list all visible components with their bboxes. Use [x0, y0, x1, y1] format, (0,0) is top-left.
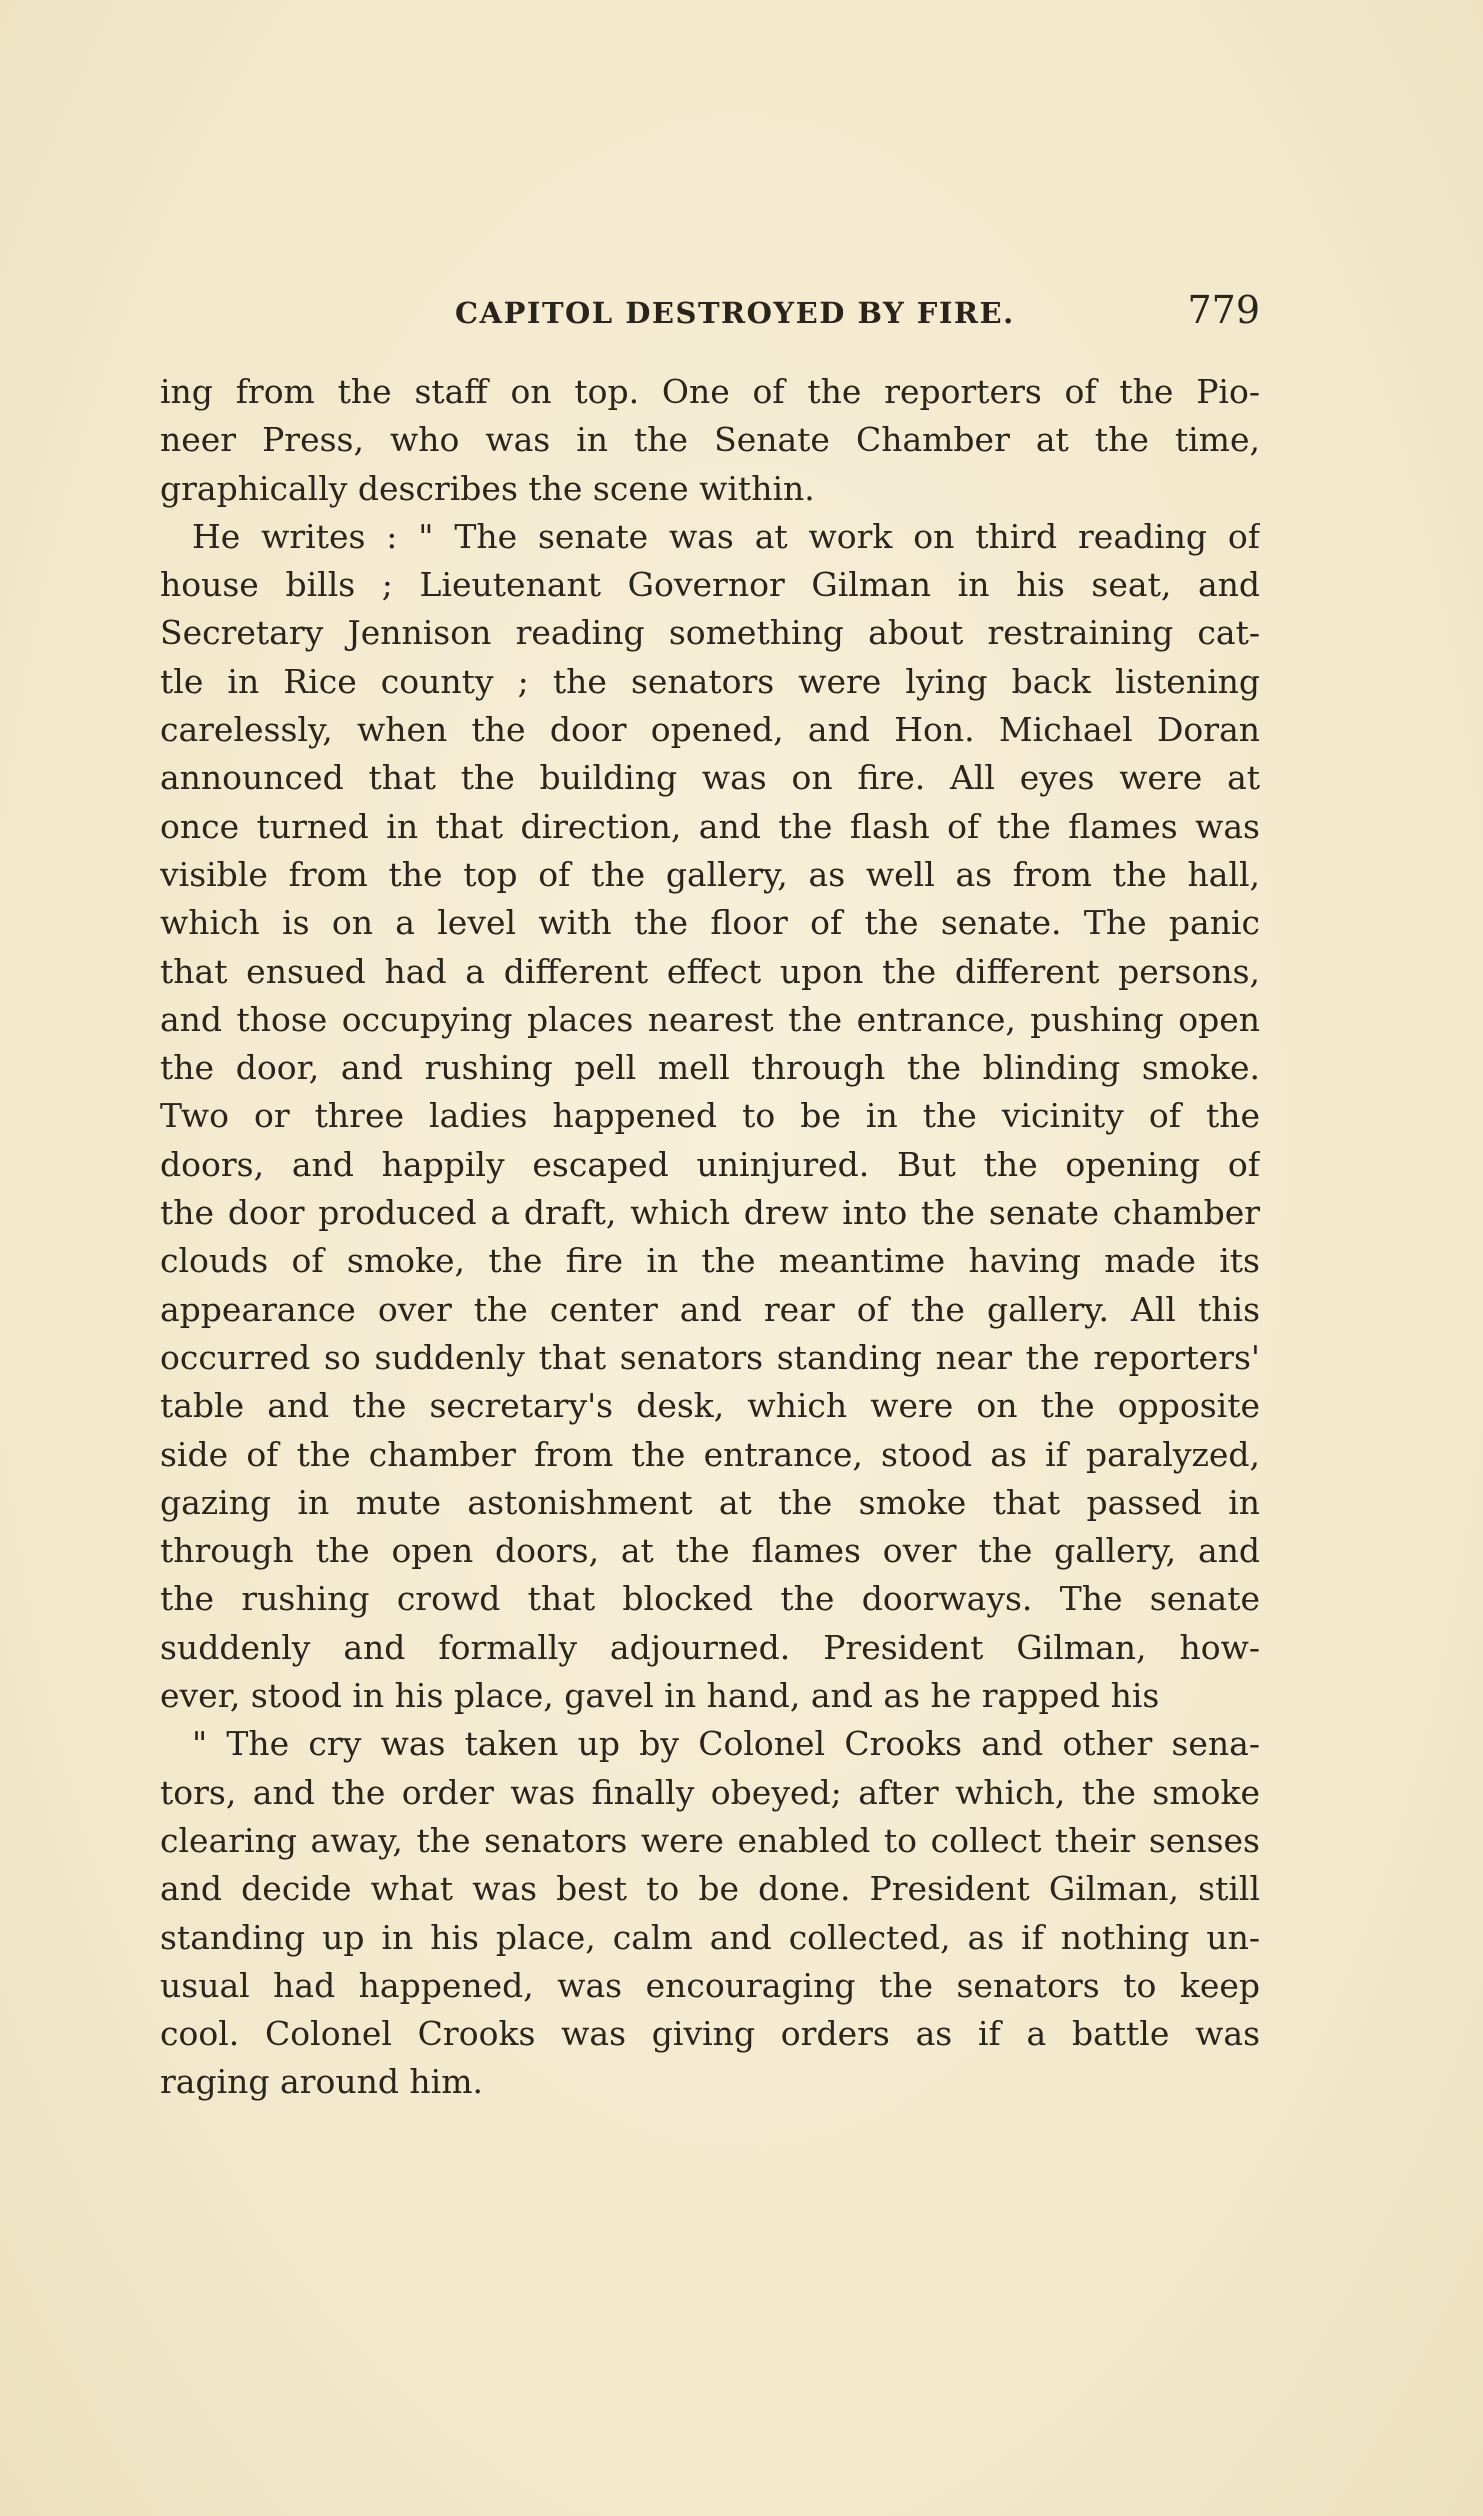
text-line: clouds of smoke, the fire in the meantime having made its	[160, 1241, 1260, 1281]
text-line: graphically describes the scene within.	[160, 468, 815, 508]
text-line: tle in Rice county ; the senators were lying back listening	[160, 661, 1260, 701]
text-line: once turned in that direction, and the flash of the flames was	[160, 806, 1260, 846]
text-line: carelessly, when the door opened, and Hon. Michael Doran	[160, 710, 1260, 750]
text-line: He writes : " The senate was at work on third reading of	[192, 516, 1260, 556]
text-line: and those occupying places nearest the entrance, pushing open	[160, 999, 1260, 1039]
page-number: 779	[1187, 288, 1260, 332]
paragraph	[160, 368, 1260, 513]
text-line: neer Press, who was in the Senate Chamber at the time,	[160, 420, 1260, 460]
text-line: which is on a level with the floor of the senate. The panic	[160, 903, 1260, 943]
text-line: the rushing crowd that blocked the doorways. The senate	[160, 1579, 1260, 1619]
text-line: suddenly and formally adjourned. President Gilman, how-	[160, 1627, 1260, 1667]
text-line: cool. Colonel Crooks was giving orders as if a battle was	[160, 2014, 1260, 2054]
text-line: table and the secretary's desk, which were on the opposite	[160, 1386, 1260, 1426]
text-line: doors, and happily escaped uninjured. But the opening of	[160, 1144, 1260, 1184]
text-line: the door produced a draft, which drew into the senate chamber	[160, 1193, 1260, 1233]
text-line: Two or three ladies happened to be in the vicinity of the	[160, 1096, 1260, 1136]
text-line: through the open doors, at the flames over the gallery, and	[160, 1531, 1260, 1571]
text-line: Secretary Jennison reading something about restraining cat-	[160, 613, 1260, 653]
text-line: tors, and the order was finally obeyed; after which, the smoke	[160, 1772, 1260, 1812]
text-line: standing up in his place, calm and collected, as if nothing un-	[160, 1917, 1260, 1957]
body-text	[160, 368, 1260, 2107]
text-line: visible from the top of the gallery, as well as from the hall,	[160, 854, 1260, 894]
text-line: " The cry was taken up by Colonel Crooks and other sena-	[192, 1724, 1260, 1764]
text-line: house bills ; Lieutenant Governor Gilman in his seat, and	[160, 565, 1260, 605]
text-line: and decide what was best to be done. President Gilman, still	[160, 1869, 1260, 1909]
text-line: that ensued had a different effect upon the different persons,	[160, 951, 1260, 991]
running-head	[160, 288, 1260, 338]
paragraph	[160, 513, 1260, 1720]
text-line: appearance over the center and rear of the gallery. All this	[160, 1289, 1260, 1329]
text-line: usual had happened, was encouraging the senators to keep	[160, 1965, 1260, 2005]
running-title: CAPITOL DESTROYED BY FIRE.	[455, 296, 1015, 330]
text-line: gazing in mute astonishment at the smoke that passed in	[160, 1482, 1260, 1522]
text-line: ever, stood in his place, gavel in hand, and as he rapped his	[160, 1676, 1160, 1716]
text-line: occurred so suddenly that senators standing near the reporters'	[160, 1337, 1260, 1377]
text-line: announced that the building was on fire. All eyes were at	[160, 758, 1260, 798]
text-line: side of the chamber from the entrance, stood as if paralyzed,	[160, 1434, 1260, 1474]
text-line: clearing away, the senators were enabled to collect their senses	[160, 1820, 1260, 1860]
paragraph	[160, 1720, 1260, 2106]
text-line: ing from the staff on top. One of the reporters of the Pio-	[160, 372, 1260, 411]
text-line: raging around him.	[160, 2062, 484, 2102]
text-line: the door, and rushing pell mell through the blinding smoke.	[160, 1048, 1260, 1088]
